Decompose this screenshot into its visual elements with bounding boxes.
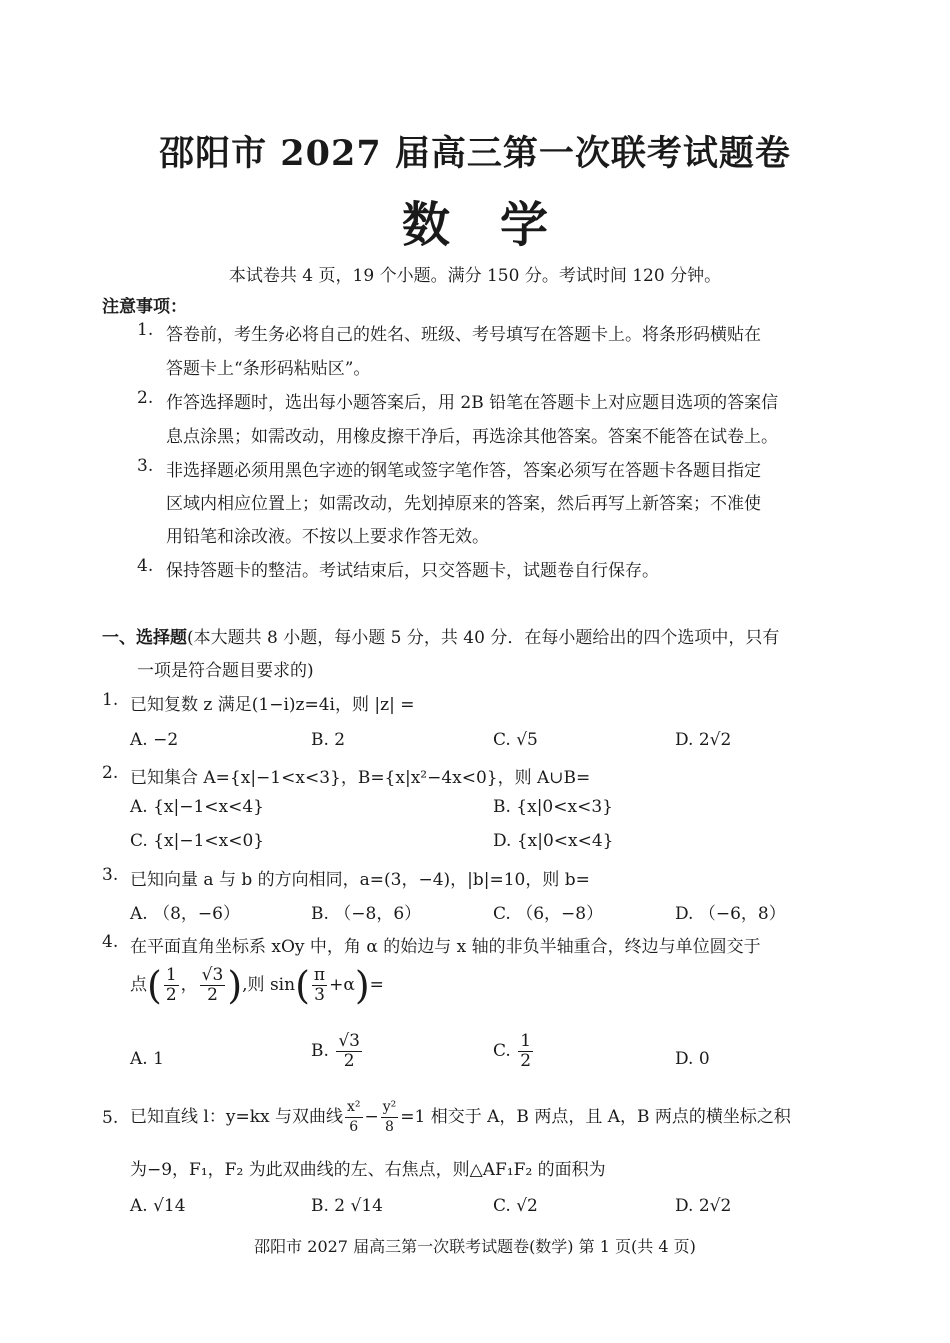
subject-title: 数学	[401, 197, 598, 253]
fraction: $\frac{1}{2}$	[165, 965, 177, 1005]
notice-item-number: 3.	[137, 456, 154, 476]
option-a: A. 1	[130, 1049, 164, 1069]
question-number: 1.	[102, 690, 119, 710]
question-number: 3.	[102, 865, 119, 885]
section-description-cont: 一项是符合题目要求的)	[137, 661, 314, 681]
option-c: C. $\frac{1}{2}$	[493, 1031, 532, 1071]
notice-item-number: 1.	[137, 320, 154, 340]
section-heading: 一、选择题	[102, 628, 187, 648]
notice-item-line: 用铅笔和涂改液。不按以上要求作答无效。	[166, 527, 489, 547]
option-c: C. √2	[493, 1196, 538, 1216]
section-description: (本大题共 8 小题，每小题 5 分，共 40 分．在每小题给出的四个选项中，只有	[187, 628, 780, 648]
question-stem: 在平面直角坐标系 xOy 中，角 α 的始边与 x 轴的非负半轴重合，终边与单位圆交于	[130, 937, 761, 957]
notice-item-line: 息点涂黑；如需改动，用橡皮擦干净后，再选涂其他答案。答案不能答在试卷上。	[166, 427, 778, 447]
option-a: A. {x|−1<x<4}	[130, 797, 264, 817]
exam-title: 邵阳市 2027 届高三第一次联考试题卷	[159, 133, 791, 174]
option-d: D. 0	[675, 1049, 710, 1069]
option-d: D. （−6，8）	[675, 904, 786, 924]
question-stem-cont: 为−9，F₁，F₂ 为此双曲线的左、右焦点，则△AF₁F₂ 的面积为	[130, 1160, 606, 1180]
fraction: $\frac{\pi}{3}$	[313, 965, 326, 1005]
notice-item-line: 非选择题必须用黑色字迹的钢笔或签字笔作答，答案必须写在答题卡各题目指定	[166, 461, 761, 481]
exam-info: 本试卷共 4 页，19 个小题。满分 150 分。考试时间 120 分钟。	[228, 266, 722, 286]
point-prefix: 点	[130, 975, 147, 995]
option-b: B. {x|0<x<3}	[493, 797, 613, 817]
question-stem-formula: 点( $\frac{1}{2}$ ， $\frac{√3}{2}$ ),则 sin( $\frac{\pi}{3}$ +α)=	[130, 963, 384, 1008]
question-stem: 已知直线 l：y=kx 与双曲线 $\frac{\text{x²}}{6}$ − $\frac{\text{y²}}{8}$ =1 相交于 A，B 两点，且 A，B 两点的横坐标之积	[130, 1099, 791, 1135]
notice-item-line: 答题卡上“条形码粘贴区”。	[166, 359, 371, 379]
option-b: B. $\frac{√3}{2}$	[311, 1031, 360, 1071]
notice-heading: 注意事项：	[102, 297, 187, 317]
option-d: D. 2√2	[675, 1196, 732, 1216]
question-number: 4.	[102, 932, 119, 952]
fraction: $\frac{√3}{2}$	[201, 965, 224, 1005]
question-number: 2.	[102, 763, 119, 783]
option-b: B. 2 √14	[311, 1196, 383, 1216]
notice-item-number: 2.	[137, 388, 154, 408]
option-a: A. √14	[130, 1196, 186, 1216]
notice-item-number: 4.	[137, 556, 154, 576]
option-a: A. −2	[130, 730, 179, 750]
option-d: D. 2√2	[675, 730, 732, 750]
question-number: 5.	[102, 1108, 119, 1128]
page-footer: 邵阳市 2027 届高三第一次联考试题卷(数学) 第 1 页(共 4 页)	[254, 1237, 696, 1256]
option-a: A. （8，−6）	[130, 904, 240, 924]
section-heading-line	[102, 623, 779, 648]
option-b: B. 2	[311, 730, 346, 750]
notice-item-line: 作答选择题时，选出每小题答案后，用 2B 铅笔在答题卡上对应题目选项的答案信	[166, 393, 779, 413]
option-c: C. （6，−8）	[493, 904, 604, 924]
option-d: D. {x|0<x<4}	[493, 831, 614, 851]
question-stem: 已知向量 a 与 b 的方向相同，a=(3，−4)，|b|=10，则 b=	[130, 870, 590, 890]
question-stem: 已知复数 z 满足(1−i)z=4i，则 |z| =	[130, 695, 415, 715]
notice-item-line: 答卷前，考生务必将自己的姓名、班级、考号填写在答题卡上。将条形码横贴在	[166, 325, 761, 345]
question-stem: 已知集合 A={x|−1<x<3}，B={x|x²−4x<0}，则 A∪B=	[130, 768, 591, 788]
notice-item-line: 保持答题卡的整洁。考试结束后，只交答题卡，试题卷自行保存。	[166, 561, 659, 581]
notice-item-line: 区域内相应位置上；如需改动，先划掉原来的答案，然后再写上新答案；不准使	[166, 494, 761, 514]
option-c: C. {x|−1<x<0}	[130, 831, 265, 851]
option-b: B. （−8，6）	[311, 904, 422, 924]
option-c: C. √5	[493, 730, 538, 750]
